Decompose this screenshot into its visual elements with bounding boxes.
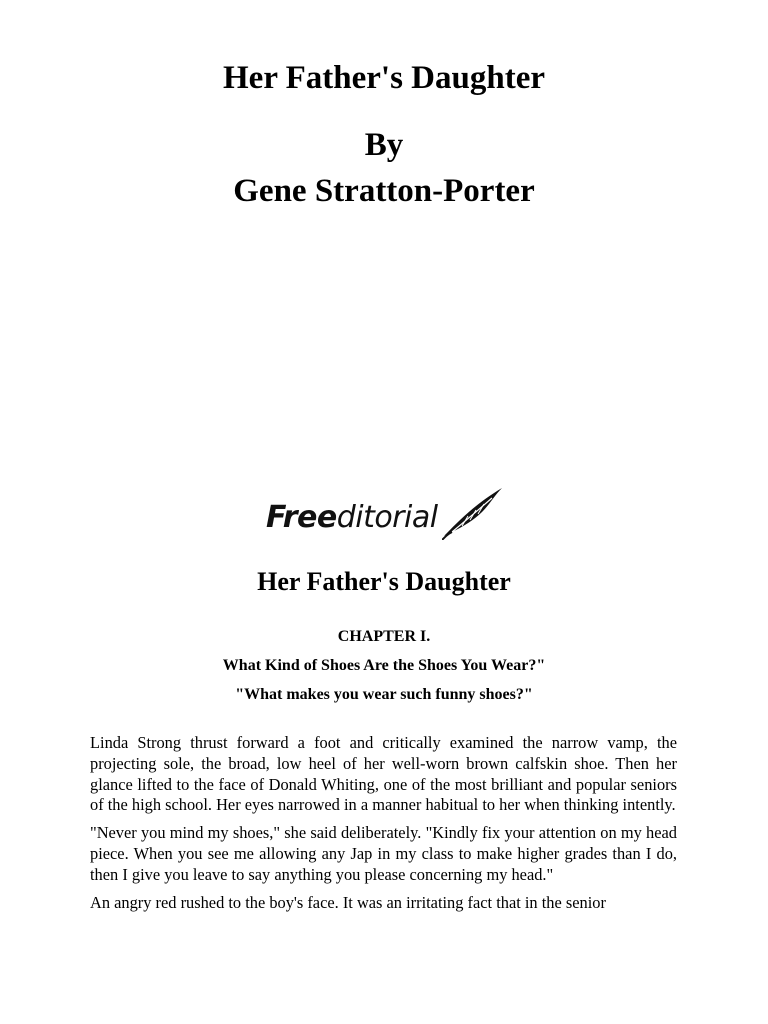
chapter-number: CHAPTER I. (337, 628, 431, 645)
by-line: By (364, 127, 404, 163)
chapter-epigraph: "What makes you wear such funny shoes?" (235, 686, 533, 703)
logo-light-text: ditorial (336, 500, 438, 535)
paragraph: "Never you mind my shoes," she said deliberately. "Kindly fix your attention on my head piece. When you see me allowing any Jap in my class to make higher grades than I do, then I give you leave to say anything you please concerning my head." (90, 823, 677, 884)
body-text (90, 733, 677, 920)
paragraph: Linda Strong thrust forward a foot and critically examined the narrow vamp, the projecting sole, the broad, low heel of her well-worn brown calfskin shoe. Then her glance lifted to the face of Donald Whiting, one of the most brilliant and popular seniors of the high school. Her eyes narrowed in a manner habitual to her when thinking intently. (90, 733, 677, 815)
document-title: Her Father's Daughter (223, 60, 545, 96)
publisher-logo (266, 486, 506, 542)
publisher-logo-text (266, 498, 438, 538)
book-heading: Her Father's Daughter (257, 567, 511, 596)
feather-icon (442, 486, 504, 540)
chapter-title: What Kind of Shoes Are the Shoes You Wear?" (222, 657, 546, 674)
paragraph: An angry red rushed to the boy's face. It was an irritating fact that in the senior (90, 892, 606, 912)
logo-bold-text: Free (266, 500, 337, 535)
author-name: Gene Stratton-Porter (233, 173, 535, 209)
